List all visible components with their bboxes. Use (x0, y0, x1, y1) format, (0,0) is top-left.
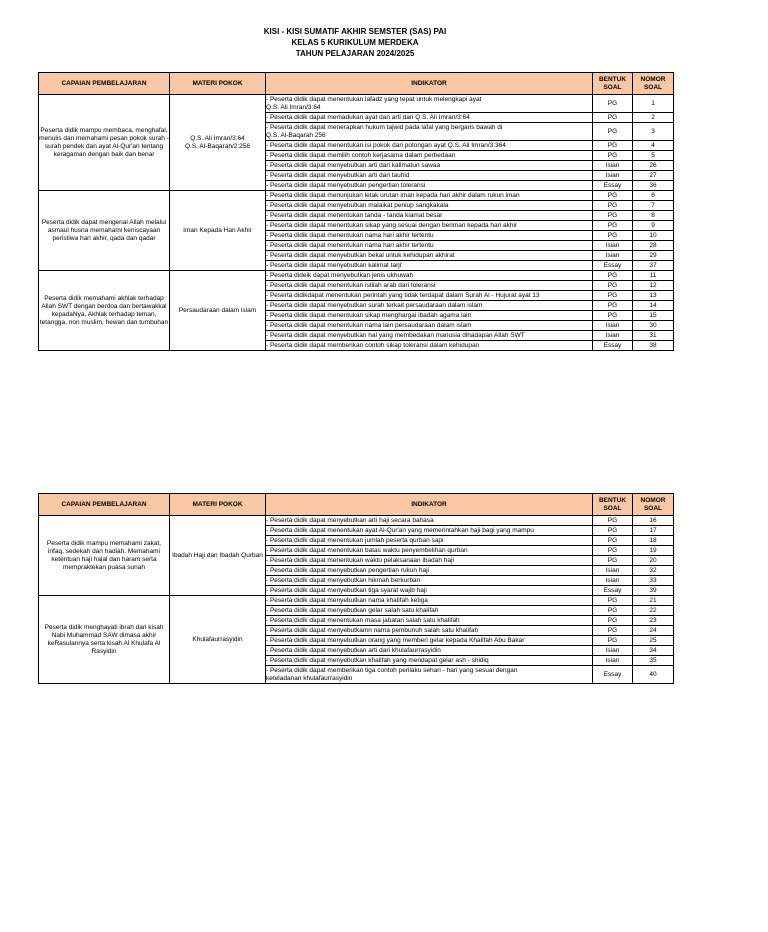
bentuk-soal-cell: PG (593, 636, 633, 646)
nomor-soal-cell: 15 (633, 311, 674, 321)
bentuk-soal-cell: Isian (593, 161, 633, 171)
indikator-cell (266, 151, 593, 161)
indikator-line: - Peserta didik dapat menentukan batas waktu penyembelihan qurban (266, 546, 468, 554)
bentuk-soal-cell: Isian (593, 576, 633, 586)
indikator-line: - Peserta didik dapat menerapkan hukum tajwid pada lafal yang bergaris bawah di (266, 123, 503, 131)
indikator-line: - Peserta didik dapat memberikan tiga contoh perilaku sehari - hari yang sesuai dengan (266, 666, 518, 674)
indikator-line: - Peserta didik dapat menyebutkan hikmah berkurban (266, 576, 421, 584)
indikator-line: - Peserta didik dapat menentukan tanda - tanda kiamat besar (266, 211, 443, 219)
indikator-line: - Peserta didik dapat menyebutkan kalimat tarji' (266, 261, 403, 269)
nomor-soal-cell: 33 (633, 576, 674, 586)
bentuk-soal-cell: Essay (593, 666, 633, 684)
bentuk-soal-cell: Essay (593, 181, 633, 191)
indikator-cell (266, 161, 593, 171)
indikator-line: - Peserta didik dapat menyebutkan gelar salah satu khalifah (266, 606, 439, 614)
bentuk-soal-cell: PG (593, 291, 633, 301)
indikator-cell (266, 656, 593, 666)
bentuk-soal-cell: PG (593, 113, 633, 123)
indikator-line: - Peserta didik dapat menyebutkan khalifah yang mendapat gelar ash - shidiq (266, 656, 489, 664)
bentuk-soal-cell: Isian (593, 251, 633, 261)
nomor-soal-cell: 9 (633, 221, 674, 231)
header-capaian: CAPAIAN PEMBELAJARAN (39, 494, 170, 516)
nomor-soal-cell: 31 (633, 331, 674, 341)
nomor-soal-cell: 8 (633, 211, 674, 221)
bentuk-soal-cell: PG (593, 626, 633, 636)
bentuk-soal-cell: PG (593, 596, 633, 606)
indikator-cell (266, 666, 593, 684)
indikator-cell (266, 281, 593, 291)
indikator-cell (266, 606, 593, 616)
indikator-line: - Peserta dideik dapat menyebutkan jenis ukhuwah (266, 271, 414, 279)
indikator-cell (266, 331, 593, 341)
table-row (39, 271, 674, 281)
bentuk-soal-cell: Isian (593, 566, 633, 576)
indikator-cell (266, 301, 593, 311)
indikator-cell (266, 291, 593, 301)
bentuk-soal-cell: Isian (593, 171, 633, 181)
nomor-soal-cell: 1 (633, 95, 674, 113)
bentuk-soal-cell: PG (593, 231, 633, 241)
indikator-line: - Peserta didik dapat memilih contoh kerjasama dalam perbedaan (266, 151, 456, 159)
indikator-cell (266, 526, 593, 536)
bentuk-soal-cell: Isian (593, 241, 633, 251)
bentuk-soal-cell: PG (593, 516, 633, 526)
materi-cell: Q.S. Ali Imran/3:64 Q.S. Al-Baqarah/2:256 (170, 95, 266, 191)
nomor-soal-cell: 2 (633, 113, 674, 123)
indikator-cell (266, 201, 593, 211)
nomor-soal-cell: 6 (633, 191, 674, 201)
table-row (39, 596, 674, 606)
capaian-cell: Peserta didik memahami akhlak terhadap Allah SWT dengan berdoa dan bertawakkal kepadaNya, Akhlak terhadap teman, tetangga, non muslim, hewan dan tumbuhan (39, 271, 170, 351)
nomor-soal-cell: 37 (633, 261, 674, 271)
table-row (39, 516, 674, 526)
bentuk-soal-cell: Isian (593, 656, 633, 666)
indikator-line: Q.S. Al-Baqarah 256 (266, 131, 326, 139)
nomor-soal-cell: 40 (633, 666, 674, 684)
nomor-soal-cell: 20 (633, 556, 674, 566)
indikator-line: - Peserta didik dapat menentukan nama hari akhir tertentu (266, 231, 434, 239)
capaian-cell: Peserta didik mampu memahami zakat, infaq, sedekah dan hadiah. Memahami ketentuan haji halal dan haram serta mempraktekan puasa sunah (39, 516, 170, 596)
nomor-soal-cell: 4 (633, 141, 674, 151)
indikator-cell (266, 626, 593, 636)
bentuk-soal-cell: PG (593, 221, 633, 231)
indikator-line: - Peserta didik dapat menentukan sikap yang sesuai dengan beriman kepada hari akhir (266, 221, 518, 229)
document-title (0, 26, 710, 59)
indikator-cell (266, 516, 593, 526)
indikator-line: - Peserta didik dapat memadukan ayat dan arti dari Q.S. Ali Imran/3:64 (266, 113, 470, 121)
materi-cell: Ibadah Haji dan Ibadah Qurban (170, 516, 266, 596)
indikator-cell (266, 171, 593, 181)
indikator-cell (266, 95, 593, 113)
nomor-soal-cell: 17 (633, 526, 674, 536)
nomor-soal-cell: 13 (633, 291, 674, 301)
capaian-cell: Peserta didik mampu membaca, menghafal, menulis dan memahami pesan pokok surah - surah pendek dan ayat Al-Qur'an tentang keragaman dengan baik dan benar (39, 95, 170, 191)
nomor-soal-cell: 39 (633, 586, 674, 596)
header-materi: MATERI POKOK (170, 73, 266, 95)
indikator-line: - Peserta didik dapat menyebutkan surah terkait persaudaraan dalam islam (266, 301, 483, 309)
bentuk-soal-cell: Isian (593, 331, 633, 341)
indikator-cell (266, 191, 593, 201)
indikator-line: - Peserta didik dapat menyebutkan arti dari tauhid (266, 171, 410, 179)
header-indikator: INDIKATOR (266, 494, 593, 516)
materi-cell: Persaudaraan dalam islam (170, 271, 266, 351)
table-row (39, 95, 674, 113)
nomor-soal-cell: 7 (633, 201, 674, 211)
kisi-table-2 (38, 493, 674, 684)
bentuk-soal-cell: Essay (593, 586, 633, 596)
nomor-soal-cell: 32 (633, 566, 674, 576)
capaian-cell: Peserta didik dapat mengenal Allah melalui asmaul husna memahami keniscayaan peristiwa hari akhir, qada dan qadar (39, 191, 170, 271)
nomor-soal-cell: 30 (633, 321, 674, 331)
bentuk-soal-cell: Isian (593, 646, 633, 656)
bentuk-soal-cell: PG (593, 616, 633, 626)
nomor-soal-cell: 16 (633, 516, 674, 526)
bentuk-soal-cell: PG (593, 95, 633, 113)
bentuk-soal-cell: Essay (593, 341, 633, 351)
bentuk-soal-cell: PG (593, 546, 633, 556)
bentuk-soal-cell: PG (593, 281, 633, 291)
indikator-line: - Peserta didikdapat menentukan perintah yang tidak terdapat dalam Surah Al - Hujurat ayat 13 (266, 291, 540, 299)
bentuk-soal-cell: PG (593, 191, 633, 201)
indikator-cell (266, 113, 593, 123)
bentuk-soal-cell: PG (593, 211, 633, 221)
indikator-cell (266, 181, 593, 191)
indikator-cell (266, 141, 593, 151)
nomor-soal-cell: 24 (633, 626, 674, 636)
bentuk-soal-cell: PG (593, 201, 633, 211)
materi-cell: Iman Kepada Hari Akhir (170, 191, 266, 271)
indikator-cell (266, 536, 593, 546)
indikator-line: - Peserta didik dapat menyebutkan pengertian rukun haji (266, 566, 429, 574)
indikator-cell (266, 646, 593, 656)
indikator-cell (266, 123, 593, 141)
indikator-cell (266, 636, 593, 646)
nomor-soal-cell: 14 (633, 301, 674, 311)
header-nomor-soal: NOMOR SOAL (633, 494, 674, 516)
nomor-soal-cell: 10 (633, 231, 674, 241)
indikator-cell (266, 241, 593, 251)
bentuk-soal-cell: PG (593, 123, 633, 141)
indikator-line: - Peserta didik dapat menentukan sikap menghargai ibadah agama lain (266, 311, 472, 319)
bentuk-soal-cell: PG (593, 301, 633, 311)
indikator-line: - Peserta didik dapat menunjukan letak urutan iman kepada hari akhir dalam rukun iman (266, 191, 520, 199)
bentuk-soal-cell: PG (593, 556, 633, 566)
title-line-3: TAHUN PELAJARAN 2024/2025 (295, 49, 415, 58)
indikator-line: - Peserta didik dapat menyebutkan nama khalifah ketiga (266, 596, 428, 604)
indikator-cell (266, 311, 593, 321)
indikator-line: - Peserta didik dapat menyebutkan orang yang memberi gelar kepada Khalifah Abu Bakar (266, 636, 525, 644)
header-indikator: INDIKATOR (266, 73, 593, 95)
indikator-line: - Peserta didik dapat menentukan masa jabatan salah satu khalifah (266, 616, 460, 624)
nomor-soal-cell: 26 (633, 161, 674, 171)
indikator-line: - Peserta didik dapat menyebutkan arti haji secara bahasa (266, 516, 434, 524)
title-line-2: KELAS 5 KURIKULUM MERDEKA (291, 38, 419, 47)
indikator-cell (266, 321, 593, 331)
bentuk-soal-cell: PG (593, 141, 633, 151)
capaian-cell: Peserta didik menghayati ibrah dari kisah Nabi Muhammad SAW dimasa akhir keRasulannya serta kisah Al Khulafa Al Rasyidin (39, 596, 170, 684)
indikator-line: keteladanan khulafaurrasyidin (266, 674, 353, 682)
indikator-line: - Peserta didik dapat menyebutkan hal yang membedakan manusia dihadapan Allah SWT (266, 331, 525, 339)
bentuk-soal-cell: PG (593, 151, 633, 161)
indikator-line: - Peserta didik dapat menyebutkan arti dari kalimatun sawaa (266, 161, 441, 169)
nomor-soal-cell: 12 (633, 281, 674, 291)
indikator-cell (266, 596, 593, 606)
table-row (39, 191, 674, 201)
indikator-line: - Peserta didik dapat menyebutkan arti dari khulafaurrasyidin (266, 646, 441, 654)
indikator-line: - Peserta didik dapat menentukan nama lain persaudaraan dalam islam (266, 321, 472, 329)
indikator-cell (266, 211, 593, 221)
header-bentuk-soal: BENTUK SOAL (593, 494, 633, 516)
nomor-soal-cell: 5 (633, 151, 674, 161)
nomor-soal-cell: 38 (633, 341, 674, 351)
nomor-soal-cell: 25 (633, 636, 674, 646)
indikator-cell (266, 341, 593, 351)
nomor-soal-cell: 3 (633, 123, 674, 141)
materi-cell: Khulafaurrasyidin (170, 596, 266, 684)
bentuk-soal-cell: PG (593, 526, 633, 536)
indikator-line: - Peserta didik dapat menyebutkamn nama pembunuh salah satu khalifah (266, 626, 479, 634)
nomor-soal-cell: 29 (633, 251, 674, 261)
nomor-soal-cell: 28 (633, 241, 674, 251)
indikator-cell (266, 556, 593, 566)
indikator-cell (266, 616, 593, 626)
nomor-soal-cell: 18 (633, 536, 674, 546)
indikator-line: - Peserta didik dapat menyebutkan bekal untuk kehidupan akhirat (266, 251, 455, 259)
header-nomor-soal: NOMOR SOAL (633, 73, 674, 95)
bentuk-soal-cell: PG (593, 536, 633, 546)
nomor-soal-cell: 19 (633, 546, 674, 556)
indikator-line: - Peserta didik dapat menentukan waktu pelaksanaan ibadah haji (266, 556, 454, 564)
title-line-1: KISI - KISI SUMATIF AKHIR SEMSTER (SAS) PAI (263, 27, 447, 36)
header-bentuk-soal: BENTUK SOAL (593, 73, 633, 95)
indikator-line: - Peserta didik dapat menentukan lafadz yang tepat untuk melengkapi ayat (266, 95, 482, 103)
indikator-cell (266, 546, 593, 556)
indikator-cell (266, 566, 593, 576)
bentuk-soal-cell: Essay (593, 261, 633, 271)
nomor-soal-cell: 35 (633, 656, 674, 666)
indikator-cell (266, 586, 593, 596)
indikator-line: - Peserta didik dapat menentukan ayat Al-Qur'an yang memerintahkan haji bagi yang mampu (266, 526, 534, 534)
kisi-table-1 (38, 72, 674, 351)
bentuk-soal-cell: Isian (593, 321, 633, 331)
nomor-soal-cell: 11 (633, 271, 674, 281)
nomor-soal-cell: 34 (633, 646, 674, 656)
indikator-line: - Peserta didik dapat memberikan contoh sikap toleransi dalam kehidupan (266, 341, 480, 349)
header-capaian: CAPAIAN PEMBELAJARAN (39, 73, 170, 95)
nomor-soal-cell: 21 (633, 596, 674, 606)
indikator-line: - Peserta didik dapat menentukan jumlah peserta qurban sapi (266, 536, 444, 544)
indikator-cell (266, 221, 593, 231)
indikator-line: Q.S. Ali Imran/3:64 (266, 103, 321, 111)
indikator-cell (266, 261, 593, 271)
indikator-line: - Peserta didik dapat menyebutkan pengertian toleransi (266, 181, 426, 189)
indikator-line: - Peserta didik dapat menentukan istilah arab dari toleransi (266, 281, 436, 289)
nomor-soal-cell: 36 (633, 181, 674, 191)
nomor-soal-cell: 27 (633, 171, 674, 181)
indikator-line: - Peserta didik dapat menyebutkan tiga syarat wajib haji (266, 586, 427, 594)
bentuk-soal-cell: PG (593, 271, 633, 281)
indikator-cell (266, 271, 593, 281)
bentuk-soal-cell: PG (593, 311, 633, 321)
indikator-line: - Peserta didik dapat menentukan nama hari akhir tertentu (266, 241, 434, 249)
bentuk-soal-cell: PG (593, 606, 633, 616)
indikator-cell (266, 576, 593, 586)
indikator-cell (266, 251, 593, 261)
header-materi: MATERI POKOK (170, 494, 266, 516)
nomor-soal-cell: 22 (633, 606, 674, 616)
indikator-cell (266, 231, 593, 241)
nomor-soal-cell: 23 (633, 616, 674, 626)
indikator-line: - Peserta didik dapat menentukan isi pokok dari potongan ayat Q.S. Ali Imran/3:364 (266, 141, 506, 149)
indikator-line: - Peserta didik dapat menyebutkan malaikat peniup sangkakala (266, 201, 449, 209)
